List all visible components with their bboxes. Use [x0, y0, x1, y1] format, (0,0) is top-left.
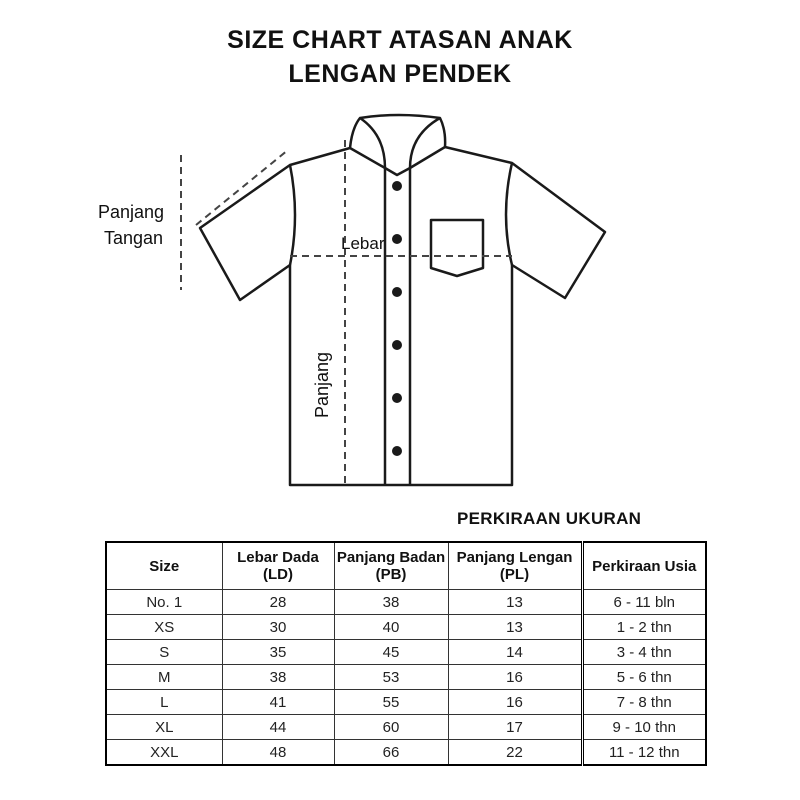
button: [392, 234, 402, 244]
header-chest-width: Lebar Dada (LD): [222, 542, 334, 590]
length-label: Panjang: [312, 351, 332, 418]
cell-sleeve: 17: [448, 715, 582, 740]
cell-age: 1 - 2 thn: [582, 615, 706, 640]
table-row: [106, 590, 706, 615]
cell-size: XS: [106, 615, 222, 640]
table-row: [106, 740, 706, 766]
cell-size: XL: [106, 715, 222, 740]
cell-chest: 44: [222, 715, 334, 740]
cell-age: 9 - 10 thn: [582, 715, 706, 740]
sleeve-label-line-2: Tangan: [104, 228, 164, 248]
cell-body: 45: [334, 640, 448, 665]
table-row: [106, 690, 706, 715]
table-row: [106, 665, 706, 690]
cell-chest: 41: [222, 690, 334, 715]
shirt-body-outline: [200, 147, 605, 485]
cell-sleeve: 14: [448, 640, 582, 665]
cell-size: XXL: [106, 740, 222, 766]
button: [392, 340, 402, 350]
size-table: [105, 541, 707, 766]
cell-sleeve: 13: [448, 590, 582, 615]
title-line-1: SIZE CHART ATASAN ANAK: [227, 26, 573, 54]
title-line-2: LENGAN PENDEK: [288, 60, 512, 88]
cell-size: S: [106, 640, 222, 665]
cell-size: No. 1: [106, 590, 222, 615]
button: [392, 393, 402, 403]
button: [392, 287, 402, 297]
cell-body: 55: [334, 690, 448, 715]
cell-chest: 30: [222, 615, 334, 640]
cell-chest: 38: [222, 665, 334, 690]
table-row: [106, 640, 706, 665]
header-body-length: Panjang Badan (PB): [334, 542, 448, 590]
button: [392, 446, 402, 456]
cell-age: 5 - 6 thn: [582, 665, 706, 690]
cell-body: 53: [334, 665, 448, 690]
header-size: Size: [106, 542, 222, 590]
cell-body: 60: [334, 715, 448, 740]
cell-age: 7 - 8 thn: [582, 690, 706, 715]
cell-body: 38: [334, 590, 448, 615]
cell-age: 3 - 4 thn: [582, 640, 706, 665]
table-row: [106, 715, 706, 740]
cell-sleeve: 13: [448, 615, 582, 640]
cell-chest: 48: [222, 740, 334, 766]
cell-sleeve: 16: [448, 665, 582, 690]
table-row: [106, 615, 706, 640]
table-header-row: [106, 542, 706, 590]
sleeve-label-line-1: Panjang: [98, 202, 165, 222]
cell-chest: 35: [222, 640, 334, 665]
button: [392, 181, 402, 191]
width-label: Lebar: [341, 234, 385, 253]
table-subtitle: PERKIRAAN UKURAN: [457, 509, 642, 528]
cell-chest: 28: [222, 590, 334, 615]
cell-size: L: [106, 690, 222, 715]
cell-age: 6 - 11 bln: [582, 590, 706, 615]
chest-pocket: [431, 220, 483, 276]
header-sleeve-length: Panjang Lengan (PL): [448, 542, 582, 590]
cell-age: 11 - 12 thn: [582, 740, 706, 766]
cell-body: 66: [334, 740, 448, 766]
cell-sleeve: 22: [448, 740, 582, 766]
cell-size: M: [106, 665, 222, 690]
header-estimated-age: Perkiraan Usia: [582, 542, 706, 590]
cell-body: 40: [334, 615, 448, 640]
cell-sleeve: 16: [448, 690, 582, 715]
